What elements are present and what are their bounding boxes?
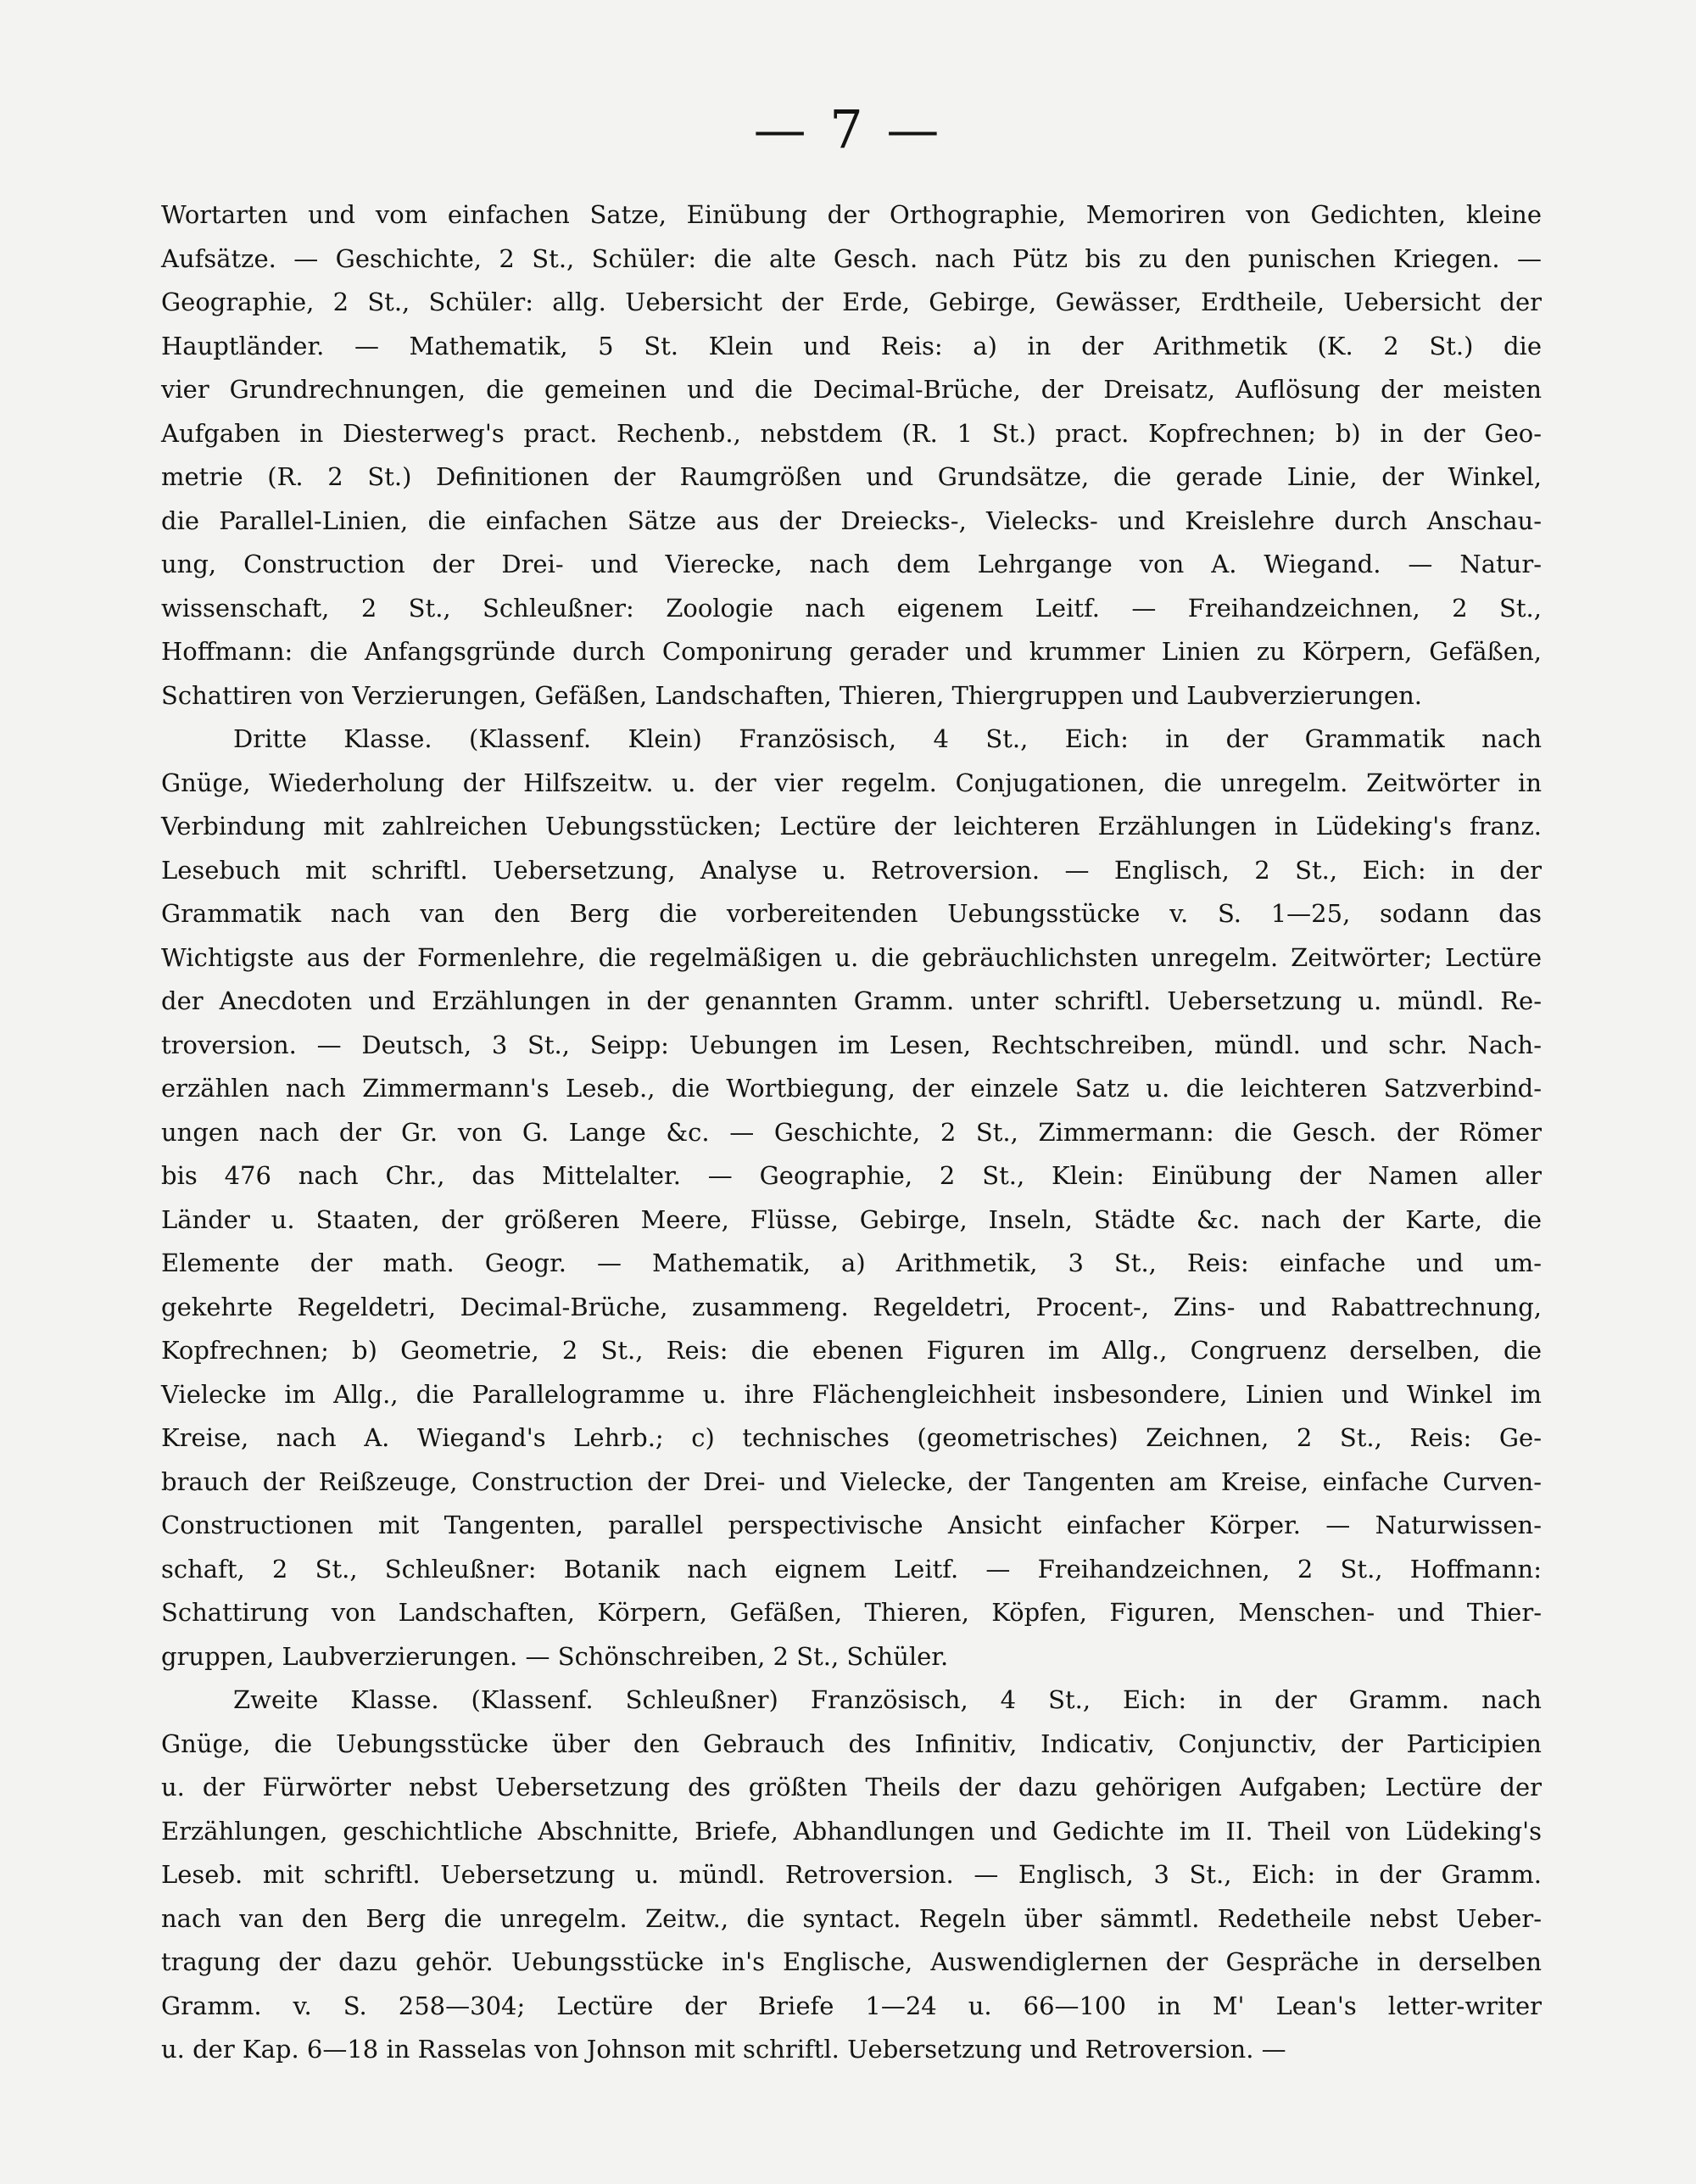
text-line: Geographie, 2 St., Schüler: allg. Uebersicht der Erde, Gebirge, Gewässer, Erdtheile, Uebersicht der [161,288,1542,316]
text-line: Zweite Klasse. (Klassenf. Schleußner) Französisch, 4 St., Eich: in der Gramm. nach [233,1685,1542,1714]
text-line: u. der Kap. 6—18 in Rasselas von Johnson mit schriftl. Uebersetzung und Retroversion. — [161,2035,1286,2064]
text-line: Kreise, nach A. Wiegand's Lehrb.; c) technisches (geometrisches) Zeichnen, 2 St., Reis: Ge- [161,1423,1542,1452]
text-line: brauch der Reißzeuge, Construction der Drei- und Vielecke, der Tangenten am Kreise, einfache Curven- [161,1466,1542,1496]
text-line: Länder u. Staaten, der größeren Meere, Flüsse, Gebirge, Inseln, Städte &c. nach der Karte, die [161,1204,1542,1234]
text-line: Erzählungen, geschichtliche Abschnitte, Briefe, Abhandlungen und Gedichte im II. Theil von Lüdeking's [161,1816,1542,1846]
text-line: Aufgaben in Diesterweg's pract. Rechenb., nebstdem (R. 1 St.) pract. Kopfrechnen; b) in der Geo- [161,418,1542,448]
text-line: Wortarten und vom einfachen Satze, Einübung der Orthographie, Memoriren von Gedichten, kleine [161,200,1542,229]
text-line: gruppen, Laubverzierungen. — Schönschreiben, 2 St., Schüler. [161,1641,949,1671]
text-line: Gnüge, die Uebungsstücke über den Gebrauch des Infinitiv, Indicativ, Conjunctiv, der Participien [161,1729,1542,1758]
text-line: schaft, 2 St., Schleußner: Botanik nach eignem Leitf. — Freihandzeichnen, 2 St., Hoffmann: [161,1554,1542,1584]
text-line: Lesebuch mit schriftl. Uebersetzung, Analyse u. Retroversion. — Englisch, 2 St., Eich: in der [161,855,1542,885]
text-line: wissenschaft, 2 St., Schleußner: Zoologie nach eigenem Leitf. — Freihandzeichnen, 2 St., [161,593,1542,623]
text-line: Schattirung von Landschaften, Körpern, Gefäßen, Thieren, Köpfen, Figuren, Menschen- und Thier- [161,1598,1542,1627]
text-line: gekehrte Regeldetri, Decimal-Brüche, zusammeng. Regeldetri, Procent-, Zins- und Rabattrechnung, [161,1292,1542,1321]
text-line: Grammatik nach van den Berg die vorbereitenden Uebungsstücke v. S. 1—25, sodann das [161,899,1542,928]
text-line: Wichtigste aus der Formenlehre, die regelmäßigen u. die gebräuchlichsten unregelm. Zeitwörter; Lectüre [161,942,1542,972]
text-line: Elemente der math. Geogr. — Mathematik, a) Arithmetik, 3 St., Reis: einfache und um- [161,1248,1542,1277]
text-line: die Parallel-Linien, die einfachen Sätze aus der Dreiecks-, Vielecks- und Kreislehre durch Anschau- [161,506,1542,535]
text-line: Constructionen mit Tangenten, parallel perspectivische Ansicht einfacher Körper. — Naturwissen- [161,1511,1542,1539]
text-line: Gramm. v. S. 258—304; Lectüre der Briefe 1—24 u. 66—100 in M' Lean's letter-writer [161,1991,1542,2020]
text-line: u. der Fürwörter nebst Uebersetzung des größten Theils der dazu gehörigen Aufgaben; Lectüre der [161,1773,1542,1801]
text-line: Verbindung mit zahlreichen Uebungsstücken; Lectüre der leichteren Erzählungen in Lüdeking's franz. [161,812,1542,841]
text-line: erzählen nach Zimmermann's Leseb., die Wortbiegung, der einzele Satz u. die leichteren Satzverbind- [161,1074,1542,1103]
text-line: Aufsätze. — Geschichte, 2 St., Schüler: die alte Gesch. nach Pütz bis zu den punischen Kriegen. — [161,243,1542,273]
text-line: Hauptländer. — Mathematik, 5 St. Klein und Reis: a) in der Arithmetik (K. 2 St.) die [161,331,1542,360]
text-line: Schattiren von Verzierungen, Gefäßen, Landschaften, Thieren, Thiergruppen und Laubverzierungen. [161,680,1423,710]
text-line: nach van den Berg die unregelm. Zeitw., die syntact. Regeln über sämmtl. Redetheile nebst Ueber- [161,1903,1542,1933]
text-line: ung, Construction der Drei- und Vierecke, nach dem Lehrgange von A. Wiegand. — Natur- [161,550,1542,578]
text-line: troversion. — Deutsch, 3 St., Seipp: Uebungen im Lesen, Rechtschreiben, mündl. und schr. Nach- [161,1030,1542,1059]
text-line: Dritte Klasse. (Klassenf. Klein) Französisch, 4 St., Eich: in der Grammatik nach [233,724,1542,753]
text-line: tragung der dazu gehör. Uebungsstücke in's Englische, Auswendiglernen der Gespräche in derselben [161,1947,1542,1976]
text-line: Kopfrechnen; b) Geometrie, 2 St., Reis: die ebenen Figuren im Allg., Congruenz derselben, die [161,1336,1542,1365]
text-line: vier Grundrechnungen, die gemeinen und die Decimal-Brüche, der Dreisatz, Auflösung der meisten [161,375,1542,404]
text-line: der Anecdoten und Erzählungen in der genannten Gramm. unter schriftl. Uebersetzung u. mündl. Re- [161,986,1542,1015]
text-line: metrie (R. 2 St.) Definitionen der Raumgrößen und Grundsätze, die gerade Linie, der Winkel, [161,462,1542,491]
text-line: Gnüge, Wiederholung der Hilfszeitw. u. der vier regelm. Conjugationen, die unregelm. Zeitwörter in [161,768,1542,797]
text-line: bis 476 nach Chr., das Mittelalter. — Geographie, 2 St., Klein: Einübung der Namen aller [161,1161,1542,1190]
text-line: Leseb. mit schriftl. Uebersetzung u. mündl. Retroversion. — Englisch, 3 St., Eich: in der Gramm. [161,1860,1542,1889]
page-number: — 7 — [753,98,943,160]
text-line: ungen nach der Gr. von G. Lange &c. — Geschichte, 2 St., Zimmermann: die Gesch. der Römer [161,1117,1542,1147]
text-line: Hoffmann: die Anfangsgründe durch Componirung gerader und krummer Linien zu Körpern, Gefäßen, [161,637,1542,666]
text-line: Vielecke im Allg., die Parallelogramme u. ihre Flächengleichheit insbesondere, Linien und Winkel im [161,1379,1542,1409]
